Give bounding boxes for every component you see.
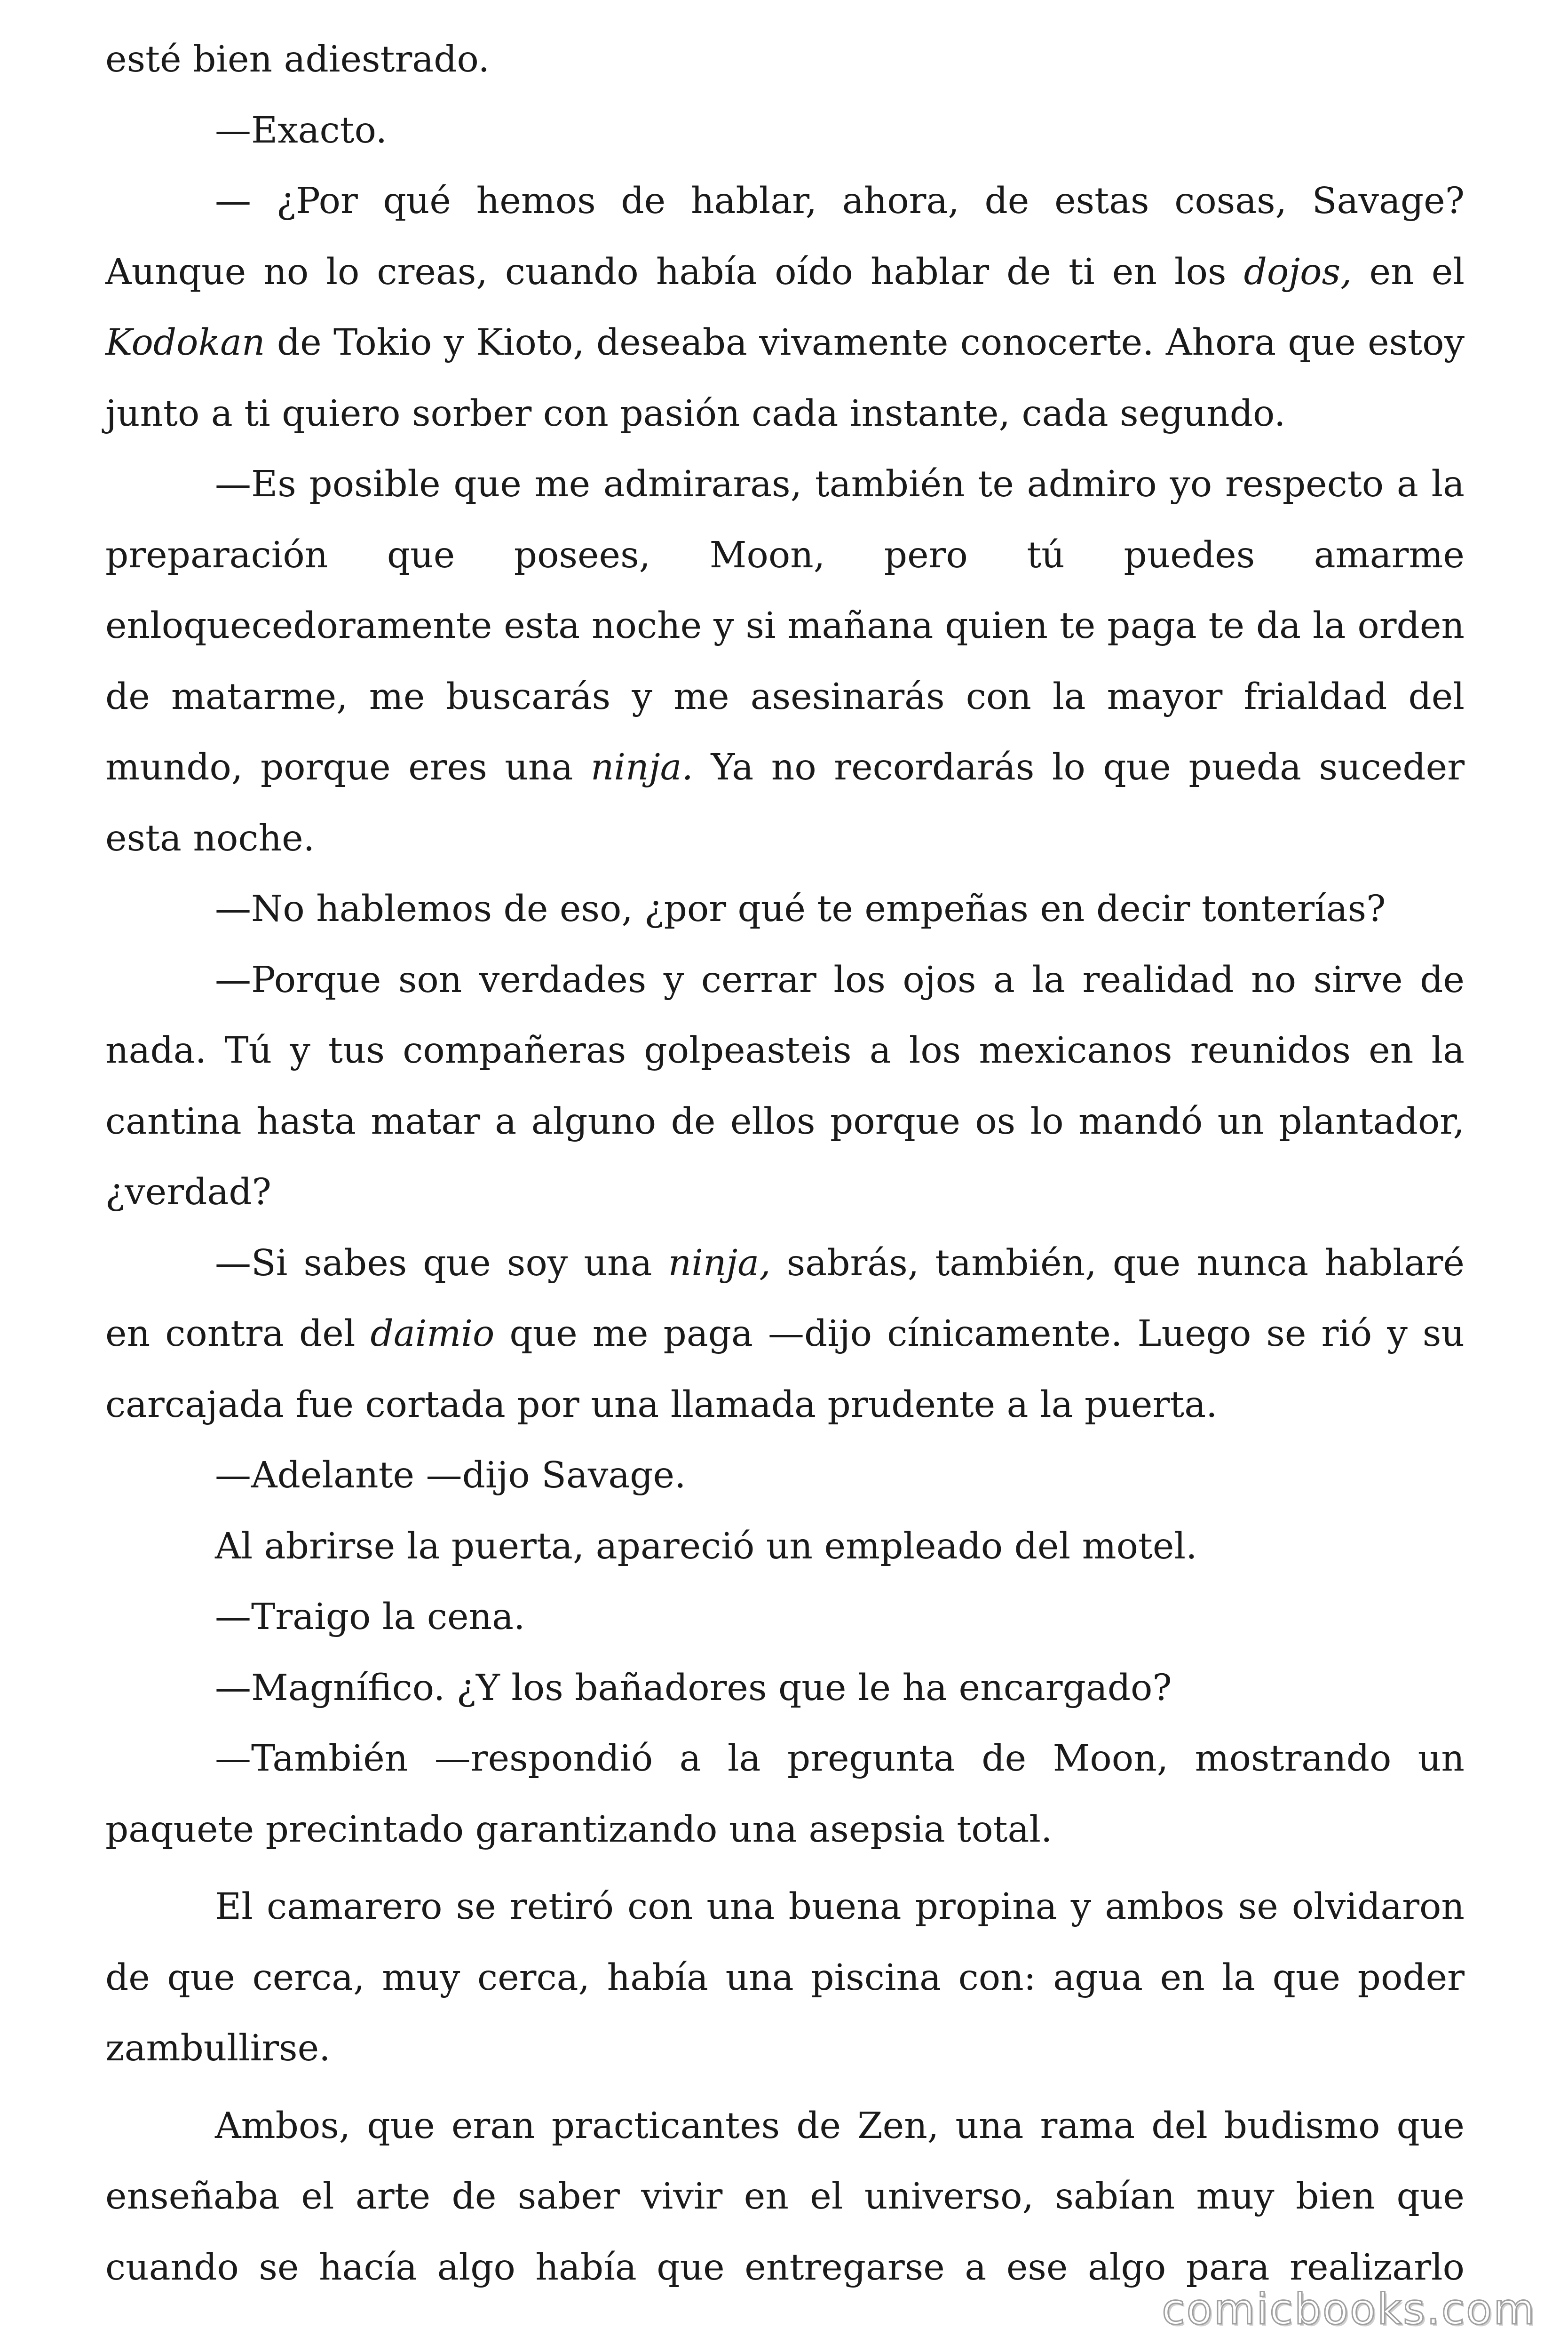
- text-run: sabrás, también, que nunca hablaré en contra del: [105, 1242, 1465, 1355]
- paragraph: [105, 1511, 1465, 1582]
- text-run: —Magnífico. ¿Y los bañadores que le ha encargado?: [215, 1667, 1172, 1709]
- text-run: —Si sabes que soy una: [215, 1242, 668, 1284]
- paragraph: [105, 449, 1465, 874]
- text-run: —Porque son verdades y cerrar los ojos a la realidad no sirve de nada. Tú y tus compañeras golpeasteis a los mexicanos reunidos en la cantina hasta matar a alguno de ellos porque os lo mandó un plantador, ¿verdad?: [105, 959, 1465, 1213]
- text-run: en el: [1352, 251, 1465, 293]
- text-run: Ya no recordarás lo que pueda suceder esta noche.: [105, 747, 1465, 859]
- text-run: El camarero se retiró con una buena propina y ambos se olvidaron de que cerca, muy cerca, había una piscina con: agua en la que poder zambullirse.: [105, 1886, 1465, 2069]
- paragraph: [105, 1653, 1465, 1724]
- text-run: — ¿Por qué hemos de hablar, ahora, de estas cosas, Savage? Aunque no lo creas, cuando había oído hablar de ti en los: [105, 180, 1465, 293]
- italic-term: Kodokan: [105, 322, 265, 364]
- text-run: que me paga —dijo cínicamente. Luego se rió y su carcajada fue cortada por una llamada prudente a la puerta.: [105, 1313, 1465, 1426]
- paragraph: [105, 1228, 1465, 1441]
- text-run: —Es posible que me admiraras, también te admiro yo respecto a la preparación que posees, Moon, pero tú puedes amarme enloquecedoramente esta noche y si mañana quien te paga te da la orden de matarme, me buscarás y me asesinarás con la mayor frialdad del mundo, porque eres una: [105, 463, 1465, 788]
- watermark-logo: comicbooks.com: [1162, 2285, 1536, 2334]
- paragraph: [105, 1440, 1465, 1511]
- text-run: —También —respondió a la pregunta de Moon, mostrando un paquete precintado garantizando una asepsia total.: [105, 1738, 1465, 1851]
- paragraph: [105, 1872, 1465, 2084]
- text-run: Al abrirse la puerta, apareció un empleado del motel.: [215, 1525, 1197, 1567]
- paragraph: [105, 95, 1465, 167]
- body-text: [105, 24, 1465, 2303]
- paragraph: [105, 1582, 1465, 1653]
- text-run: esté bien adiestrado.: [105, 39, 490, 80]
- italic-term: ninja.: [590, 747, 693, 788]
- italic-term: daimio: [370, 1313, 495, 1355]
- paragraph: [105, 2091, 1465, 2304]
- paragraph: [105, 945, 1465, 1228]
- text-run: —Exacto.: [215, 109, 388, 151]
- text-run: Ambos, que eran practicantes de Zen, una rama del budismo que enseñaba el arte de saber vivir en el universo, sabían muy bien que cuando se hacía algo había que entregarse a ese algo para realizarlo: [105, 2105, 1465, 2288]
- paragraph: [105, 1724, 1465, 1865]
- text-run: —Adelante —dijo Savage.: [215, 1454, 686, 1496]
- italic-term: dojos,: [1243, 251, 1352, 293]
- text-run: —Traigo la cena.: [215, 1596, 525, 1638]
- paragraph: [105, 24, 1465, 95]
- paragraph: [105, 166, 1465, 449]
- italic-term: ninja,: [668, 1242, 771, 1284]
- paragraph: [105, 874, 1465, 945]
- text-run: —No hablemos de eso, ¿por qué te empeñas en decir tonterías?: [215, 888, 1386, 930]
- text-run: de Tokio y Kioto, deseaba vivamente conocerte. Ahora que estoy junto a ti quiero sorber con pasión cada instante, cada segundo.: [105, 322, 1465, 435]
